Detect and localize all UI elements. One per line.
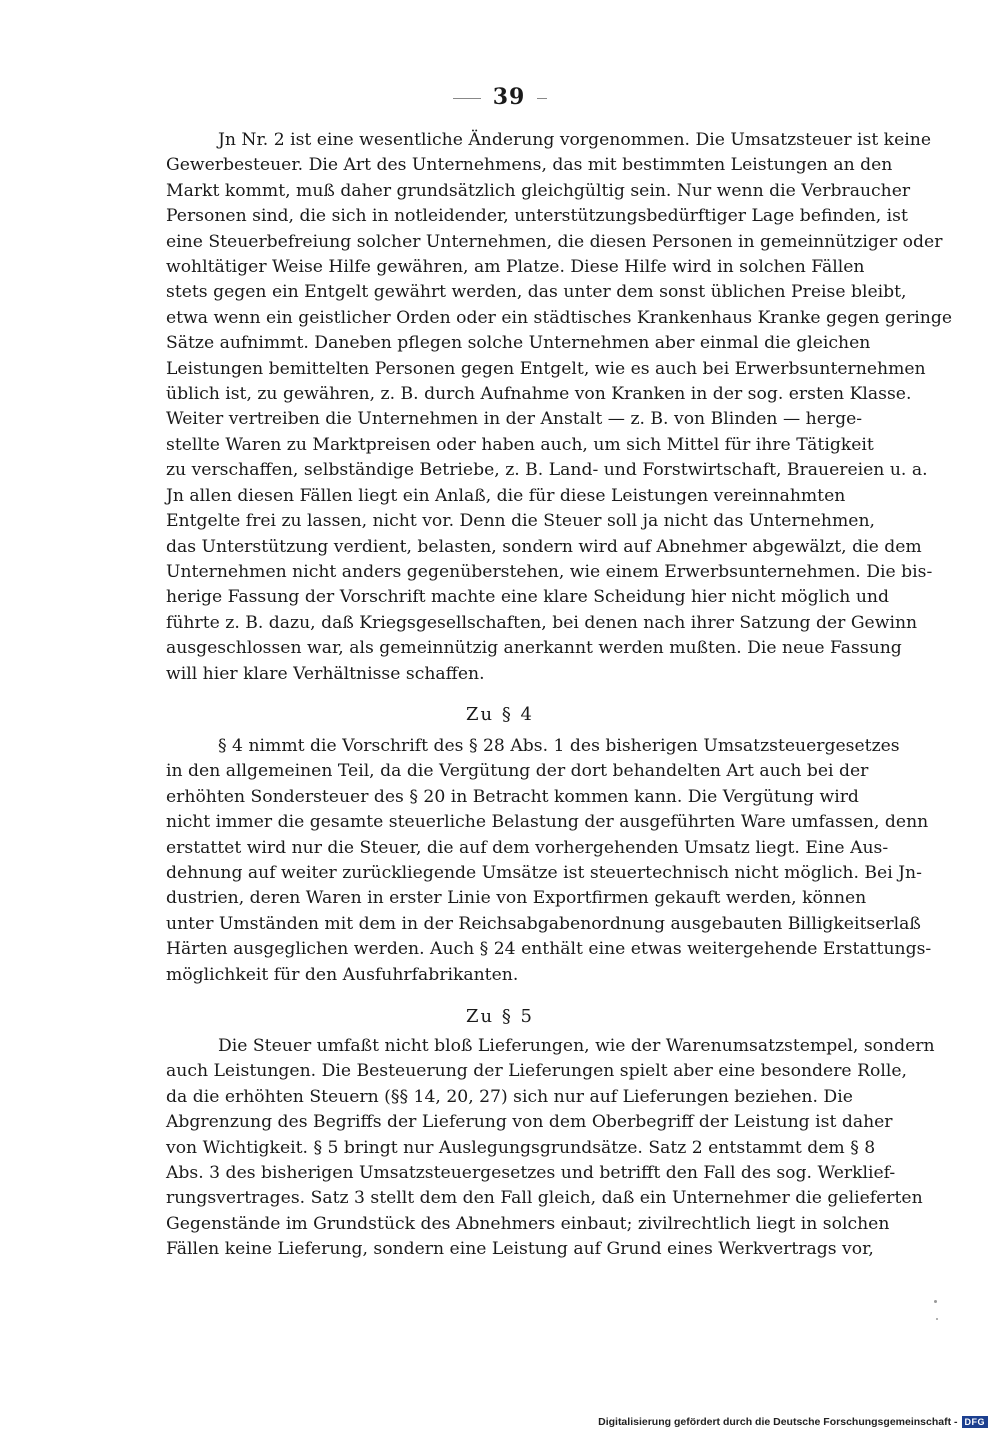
paragraph-2 xyxy=(166,734,932,988)
text-line: herige Fassung der Vorschrift machte eine klare Scheidung hier nicht möglich und xyxy=(166,587,889,608)
digitization-footer xyxy=(598,1416,988,1428)
text-line: Gegenstände im Grundstück des Abnehmers einbaut; zivilrechtlich liegt in solchen xyxy=(166,1213,890,1234)
text-line: unter Umständen mit dem in der Reichsabgabenordnung ausgebauten Billigkeitserlaß xyxy=(166,913,921,934)
header-rule-left xyxy=(453,98,481,99)
text-line: Härten ausgeglichen werden. Auch § 24 enthält eine etwas weitergehende Erstattungs- xyxy=(166,939,932,960)
text-line: zu verschaffen, selbständige Betriebe, z. B. Land- und Forstwirtschaft, Brauereien u. a. xyxy=(166,460,928,481)
text-line: stets gegen ein Entgelt gewährt werden, das unter dem sonst üblichen Preise bleibt, xyxy=(166,282,907,303)
section-heading-4: Zu § 4 xyxy=(466,704,534,725)
text-line: Leistungen bemittelten Personen gegen Entgelt, wie es auch bei Erwerbsunternehmen xyxy=(166,358,926,379)
text-line: in den allgemeinen Teil, da die Vergütung der dort behandelten Art auch bei der xyxy=(166,761,869,782)
scan-speck xyxy=(934,1300,937,1303)
text-line: Entgelte frei zu lassen, nicht vor. Denn die Steuer soll ja nicht das Unternehmen, xyxy=(166,511,875,532)
header-rule-right xyxy=(537,98,547,99)
text-line: auch Leistungen. Die Besteuerung der Lieferungen spielt aber eine besondere Rolle, xyxy=(166,1061,907,1082)
text-line: dehnung auf weiter zurückliegende Umsätze ist steuertechnisch nicht möglich. Bei Jn- xyxy=(166,863,922,884)
text-line: Fällen keine Lieferung, sondern eine Leistung auf Grund eines Werkvertrags vor, xyxy=(166,1239,874,1260)
text-line: erstattet wird nur die Steuer, die auf dem vorhergehenden Umsatz liegt. Eine Aus- xyxy=(166,837,889,858)
text-line: führte z. B. dazu, daß Kriegsgesellschaften, bei denen nach ihrer Satzung der Gewinn xyxy=(166,612,918,633)
text-line: Markt kommt, muß daher grundsätzlich gleichgültig sein. Nur wenn die Verbraucher xyxy=(166,180,911,201)
text-line: Abgrenzung des Begriffs der Lieferung von dem Oberbegriff der Leistung ist daher xyxy=(166,1112,893,1133)
text-line: ausgeschlossen war, als gemeinnützig anerkannt werden mußten. Die neue Fassung xyxy=(166,638,902,659)
text-line: stellte Waren zu Marktpreisen oder haben auch, um sich Mittel für ihre Tätigkeit xyxy=(166,434,874,455)
text-line: von Wichtigkeit. § 5 bringt nur Auslegungsgrundsätze. Satz 2 entstammt dem § 8 xyxy=(166,1137,876,1158)
text-line: Sätze aufnimmt. Daneben pflegen solche Unternehmen aber einmal die gleichen xyxy=(166,333,871,354)
text-line: Jn Nr. 2 ist eine wesentliche Änderung vorgenommen. Die Umsatzsteuer ist keine xyxy=(218,130,932,150)
text-line: üblich ist, zu gewähren, z. B. durch Aufnahme von Kranken in der sog. ersten Klasse. xyxy=(166,384,912,405)
text-line: Die Steuer umfaßt nicht bloß Lieferungen, wie der Warenumsatzstempel, sondern xyxy=(218,1036,935,1056)
page-number: 39 xyxy=(492,84,526,110)
page-header xyxy=(0,84,1000,110)
text-line: erhöhten Sondersteuer des § 20 in Betracht kommen kann. Die Vergütung wird xyxy=(166,786,859,807)
text-line: rungsvertrages. Satz 3 stellt dem den Fall gleich, daß ein Unternehmer die gelieferten xyxy=(166,1188,923,1209)
text-line: möglichkeit für den Ausfuhrfabrikanten. xyxy=(166,964,519,985)
text-line: will hier klare Verhältnisse schaffen. xyxy=(166,663,485,684)
scan-speck xyxy=(936,1318,938,1320)
text-line: Unternehmen nicht anders gegenüberstehen, wie einem Erwerbsunternehmen. Die bis- xyxy=(166,561,933,582)
text-line: Jn allen diesen Fällen liegt ein Anlaß, die für diese Leistungen vereinnahmten xyxy=(166,485,846,506)
text-line: da die erhöhten Steuern (§§ 14, 20, 27) sich nur auf Lieferungen beziehen. Die xyxy=(166,1086,853,1107)
paragraph-3 xyxy=(166,1034,935,1263)
text-line: Abs. 3 des bisherigen Umsatzsteuergesetzes und betrifft den Fall des sog. Werklief- xyxy=(166,1163,896,1184)
footer-credit-text: Digitalisierung gefördert durch die Deutsche Forschungsgemeinschaft - xyxy=(598,1416,958,1428)
dfg-logo: DFG xyxy=(962,1416,989,1428)
text-line: Gewerbesteuer. Die Art des Unternehmens, das mit bestimmten Leistungen an den xyxy=(166,155,893,176)
text-line: nicht immer die gesamte steuerliche Belastung der ausgeführten Ware umfassen, denn xyxy=(166,812,929,833)
text-line: § 4 nimmt die Vorschrift des § 28 Abs. 1 des bisherigen Umsatzsteuergesetzes xyxy=(218,736,900,756)
text-line: das Unterstützung verdient, belasten, sondern wird auf Abnehmer abgewälzt, die dem xyxy=(166,536,922,557)
text-line: Weiter vertreiben die Unternehmen in der Anstalt — z. B. von Blinden — herge- xyxy=(166,409,863,430)
text-line: Personen sind, die sich in notleidender, unterstützungsbedürftiger Lage befinden, ist xyxy=(166,206,908,227)
paragraph-1 xyxy=(166,128,953,687)
section-heading-5: Zu § 5 xyxy=(466,1006,534,1027)
text-line: dustrien, deren Waren in erster Linie von Exportfirmen gekauft werden, können xyxy=(166,888,867,909)
text-line: etwa wenn ein geistlicher Orden oder ein städtisches Krankenhaus Kranke gegen geringe xyxy=(166,307,953,328)
text-line: wohltätiger Weise Hilfe gewähren, am Platze. Diese Hilfe wird in solchen Fällen xyxy=(166,257,865,278)
text-line: eine Steuerbefreiung solcher Unternehmen, die diesen Personen in gemeinnütziger oder xyxy=(166,231,943,252)
